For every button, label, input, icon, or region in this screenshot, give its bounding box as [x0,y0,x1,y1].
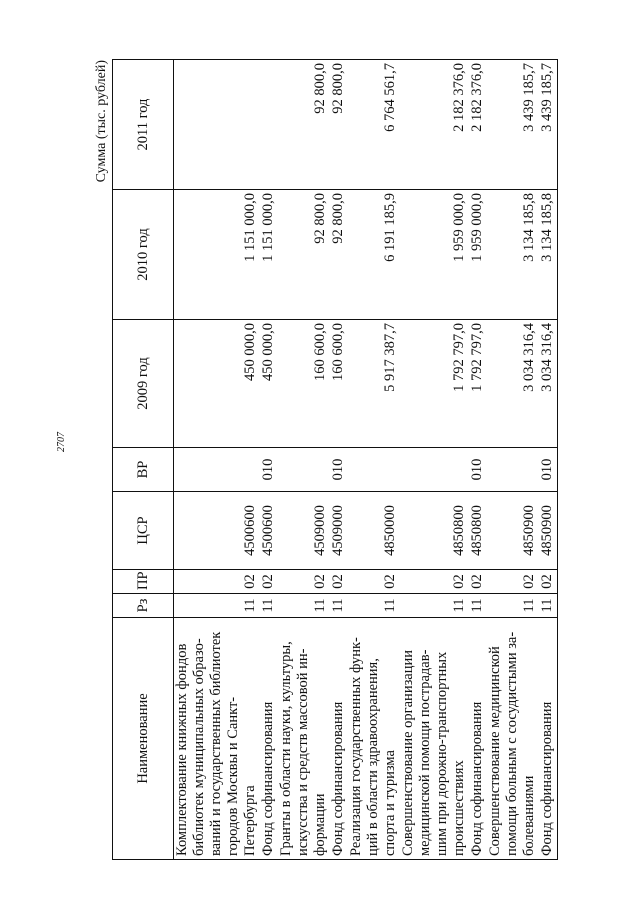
row-vr: 010 [539,448,558,492]
row-2009: 160 600,0 [330,320,348,448]
row-pr: 02 [348,570,400,594]
row-rz: 11 [400,594,469,618]
header-2010: 2010 год [113,190,174,320]
table-row [539,60,558,860]
row-vr: 010 [260,448,278,492]
row-2010: 3 134 185,8 [487,190,539,320]
row-csr: 4850800 [400,492,469,570]
row-2011: 92 800,0 [330,60,348,190]
row-vr: 010 [330,448,348,492]
row-csr: 4850900 [539,492,558,570]
table-header-row [113,60,174,860]
page-number: 2707 [56,432,67,452]
row-2010: 3 134 185,8 [539,190,558,320]
row-csr: 4850000 [348,492,400,570]
row-rz: 11 [278,594,330,618]
row-name-text: Комплектование книжных фондов библиотек муниципальных образо- ваний и государственных библиотек городов Москвы и Санкт- Петербурга [174,631,258,856]
row-pr: 02 [469,570,487,594]
row-csr: 4500600 [174,492,261,570]
header-name: Наименование [113,618,174,860]
row-name [348,618,400,860]
row-vr [348,448,400,492]
table-row [260,60,278,860]
row-rz: 11 [348,594,400,618]
row-2009: 3 034 316,4 [487,320,539,448]
header-2011: 2011 год [113,60,174,190]
row-name-text: Совершенствование медицинской помощи больным с сосудистыми за- болеваниями [487,631,537,856]
row-pr: 02 [278,570,330,594]
row-2010: 1 151 000,0 [174,190,261,320]
header-csr: ЦСР [113,492,174,570]
row-pr: 02 [539,570,558,594]
row-name [539,618,558,860]
row-2010: 1 151 000,0 [260,190,278,320]
row-csr: 4509000 [330,492,348,570]
row-2011: 6 764 561,7 [348,60,400,190]
row-name-text: Совершенствование организации медицинской помощи пострадав- шим при дорожно-транспортных происшествиях [400,649,467,856]
row-2009: 160 600,0 [278,320,330,448]
header-vr: ВР [113,448,174,492]
row-pr: 02 [174,570,261,594]
row-pr: 02 [330,570,348,594]
units-caption: Сумма (тыс. рублей) [94,60,109,183]
row-name [174,618,261,860]
row-rz: 11 [174,594,261,618]
header-rz: Рз [113,594,174,618]
row-rz: 11 [260,594,278,618]
row-2010: 92 800,0 [278,190,330,320]
row-vr [278,448,330,492]
row-name [278,618,330,860]
row-rz: 11 [469,594,487,618]
row-2011 [174,60,261,190]
row-csr: 4509000 [278,492,330,570]
rotated-page-content [94,60,574,860]
row-name-text: Фонд софинансирования [330,701,346,856]
row-rz: 11 [539,594,558,618]
row-name-text: Фонд софинансирования [260,701,276,856]
row-name-text: Фонд софинансирования [469,701,485,856]
row-name [330,618,348,860]
row-2011 [260,60,278,190]
row-rz: 11 [330,594,348,618]
row-pr: 02 [487,570,539,594]
row-csr: 4850900 [487,492,539,570]
row-name-text: Фонд софинансирования [539,701,555,856]
table-row [348,60,400,860]
table-row [330,60,348,860]
row-2011: 92 800,0 [278,60,330,190]
table-row [469,60,487,860]
row-vr [487,448,539,492]
row-name [487,618,539,860]
row-rz: 11 [487,594,539,618]
table-body [174,60,558,860]
row-2009: 3 034 316,4 [539,320,558,448]
row-2009: 450 000,0 [174,320,261,448]
row-pr: 02 [260,570,278,594]
header-2009: 2009 год [113,320,174,448]
row-2009: 1 792 797,0 [469,320,487,448]
row-name [400,618,469,860]
row-2009: 5 917 387,7 [348,320,400,448]
row-name-text: Реализация государственных функ- ций в области здравоохранения, спорта и туризма [348,637,398,856]
table-row [174,60,261,860]
row-2010: 6 191 185,9 [348,190,400,320]
row-vr: 010 [469,448,487,492]
row-name [260,618,278,860]
row-2010: 1 959 000,0 [400,190,469,320]
row-2009: 1 792 797,0 [400,320,469,448]
row-2011: 2 182 376,0 [469,60,487,190]
row-pr: 02 [400,570,469,594]
row-name-text: Гранты в области науки, культуры, искусства и средств массовой ин- формации [278,641,328,856]
row-csr: 4850800 [469,492,487,570]
row-vr [400,448,469,492]
row-csr: 4500600 [260,492,278,570]
row-2011: 2 182 376,0 [400,60,469,190]
row-2010: 92 800,0 [330,190,348,320]
row-2010: 1 959 000,0 [469,190,487,320]
row-vr [174,448,261,492]
row-2011: 3 439 185,7 [487,60,539,190]
row-name [469,618,487,860]
table-row [400,60,469,860]
row-2009: 450 000,0 [260,320,278,448]
table-row [278,60,330,860]
table-row [487,60,539,860]
budget-table [112,59,558,860]
header-pr: ПР [113,570,174,594]
row-2011: 3 439 185,7 [539,60,558,190]
